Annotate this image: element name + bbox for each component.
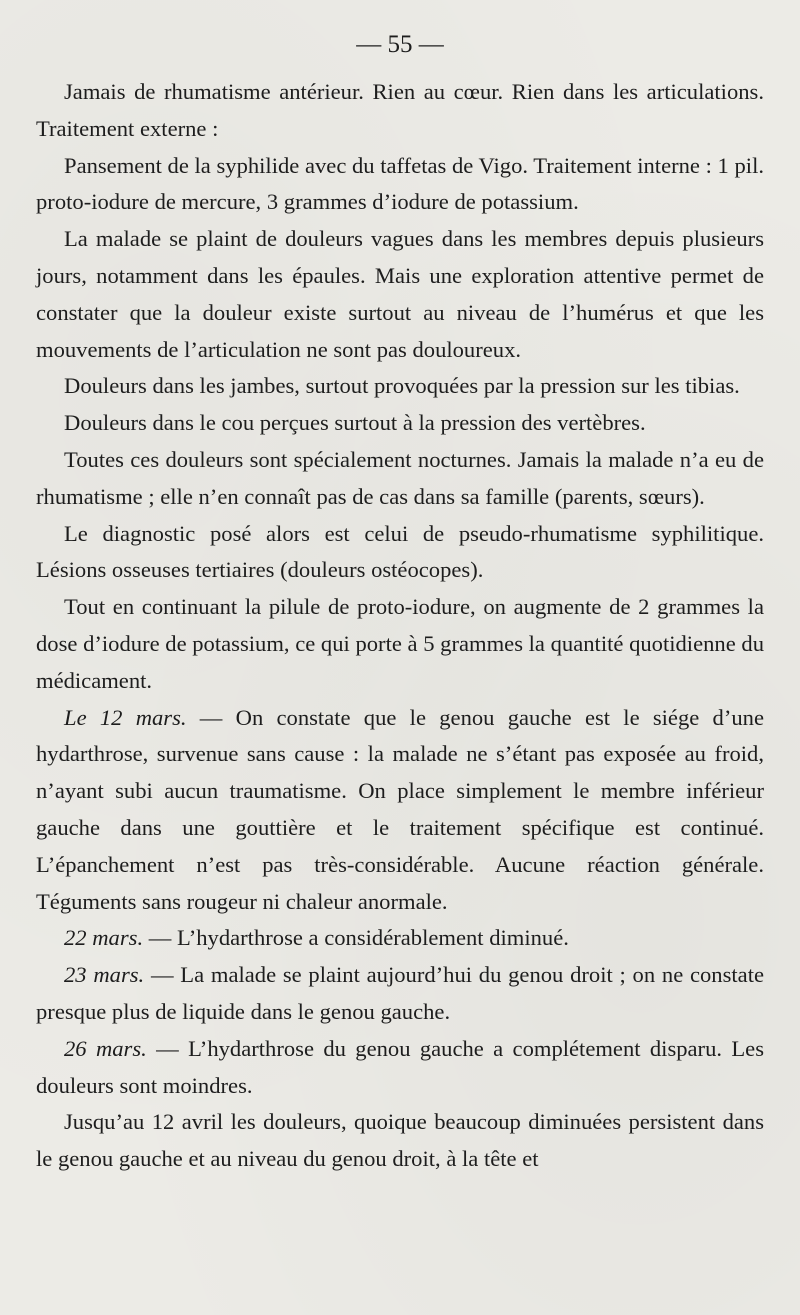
paragraph-march-23 bbox=[36, 957, 764, 1031]
paragraph-text: Jamais de rhumatisme antérieur. Rien au cœur. Rien dans les articulations. Traitement externe : bbox=[36, 79, 764, 141]
entry-date: Le 12 mars. bbox=[64, 704, 187, 730]
entry-date: 22 mars. bbox=[64, 925, 144, 951]
paragraph-treatment bbox=[36, 148, 764, 222]
paragraph-text: Tout en continuant la pilule de proto-iodure, on augmente de 2 grammes la dose d’iodure de potassium, ce qui porte à 5 grammes la quantité quotidienne du médicament. bbox=[36, 594, 764, 693]
paragraph-text: La malade se plaint de douleurs vagues dans les membres depuis plusieurs jours, notamment dans les épaules. Mais une exploration attentive permet de constater que la douleur existe surtout au niveau de l’humérus et que les mouvements de l’articulation ne sont pas douloureux. bbox=[36, 226, 764, 362]
paragraph-text: Le diagnostic posé alors est celui de pseudo-rhumatisme syphilitique. Lésions osseuses tertiaires (douleurs ostéocopes). bbox=[36, 520, 764, 583]
paragraph-pain-limbs bbox=[36, 221, 764, 368]
paragraph-text: Toutes ces douleurs sont spécialement nocturnes. Jamais la malade n’a eu de rhumatisme ; elle n’en connaît pas de cas dans sa famille (parents, sœurs). bbox=[36, 446, 764, 509]
page-number: — 55 — bbox=[356, 31, 444, 58]
paragraph-pain-neck bbox=[36, 405, 764, 442]
paragraph-march-22 bbox=[36, 920, 764, 957]
paragraph-text: — La malade se plaint aujourd’hui du genou droit ; on ne constate presque plus de liquide dans le genou gauche. bbox=[36, 962, 764, 1024]
paragraph-text: — L’hydarthrose du genou gauche a complétement disparu. Les douleurs sont moindres. bbox=[36, 1035, 765, 1098]
paragraph-pain-legs bbox=[36, 368, 764, 405]
body-text bbox=[36, 74, 764, 1178]
paragraph-text: Douleurs dans les jambes, surtout provoquées par la pression sur les tibias. bbox=[64, 373, 740, 399]
paragraph-march-12 bbox=[36, 700, 764, 921]
paragraph-text: — L’hydarthrose a considérablement diminué. bbox=[143, 925, 569, 951]
paragraph-text: Jusqu’au 12 avril les douleurs, quoique beaucoup diminuées persistent dans le genou gauche et au niveau du genou droit, à la tête et bbox=[36, 1109, 764, 1172]
paragraph-diagnosis bbox=[36, 516, 764, 590]
paragraph-text: Pansement de la syphilide avec du taffetas de Vigo. Traitement interne : 1 pil. proto-iodure de mercure, 3 grammes d’iodure de potassium. bbox=[36, 152, 764, 215]
paragraph-dose bbox=[36, 589, 764, 699]
paragraph-text: — On constate que le genou gauche est le siége d’une hydarthrose, survenue sans cause : la malade ne s’étant pas exposée au froid, n’ayant subi aucun traumatisme. On place simplement le membre inférieur gauche dans une gouttière et le traitement spécifique est continué. L’épanchement n’est pas très-considérable. Aucune réaction générale. Téguments sans rougeur ni chaleur anormale. bbox=[36, 704, 764, 914]
paragraph-nocturnal bbox=[36, 442, 764, 516]
entry-date: 26 mars. bbox=[64, 1035, 147, 1061]
paragraph-text: Douleurs dans le cou perçues surtout à la pression des vertèbres. bbox=[64, 410, 646, 436]
paragraph-march-26 bbox=[36, 1031, 764, 1105]
entry-date: 23 mars. bbox=[64, 962, 145, 988]
paragraph-history bbox=[36, 74, 764, 148]
paragraph-april-12 bbox=[36, 1104, 764, 1178]
